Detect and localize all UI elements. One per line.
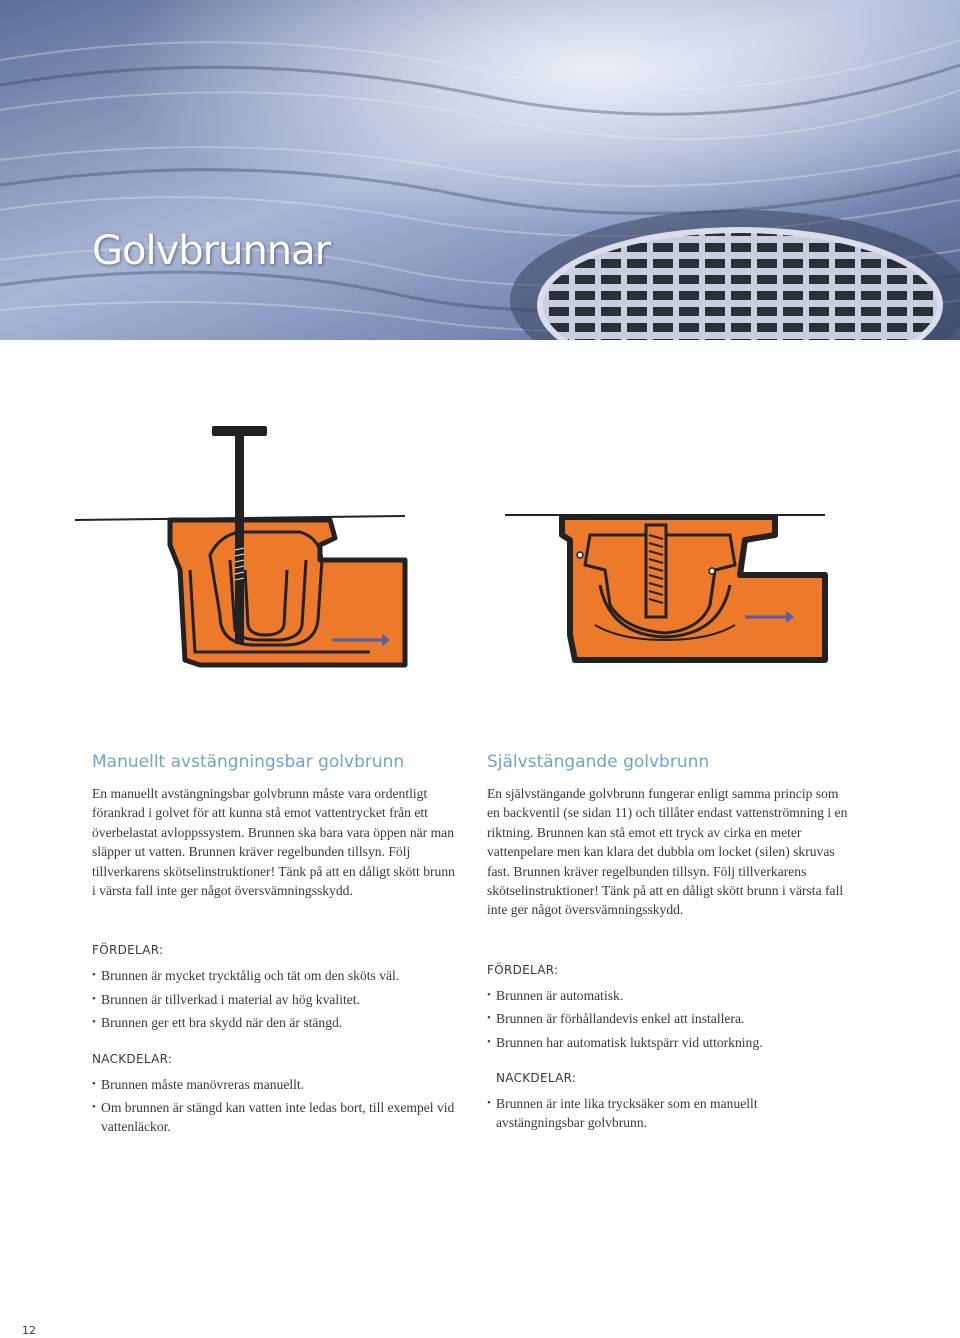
list-item: • Brunnen är förhållandevis enkel att installera.	[487, 1009, 857, 1028]
list-item: • Om brunnen är stängd kan vatten inte ledas bort, till exempel vid vattenläckor.	[92, 1098, 462, 1137]
self-closing-drain-section	[487, 752, 857, 1133]
self-closing-pros-list	[487, 986, 857, 1052]
self-closing-drain-heading: Självstängande golvbrunn	[487, 752, 710, 772]
list-item: • Brunnen är mycket trycktålig och tät om den sköts väl.	[92, 966, 462, 985]
hero-photo	[0, 0, 960, 340]
list-item: • Brunnen är inte lika trycksäker som en manuellt avstängningsbar golvbrunn.	[487, 1094, 832, 1133]
self-closing-drain-diagram	[500, 505, 835, 675]
list-item: • Brunnen är automatisk.	[487, 986, 857, 1005]
list-item: • Brunnen är tillverkad i material av hög kvalitet.	[92, 990, 462, 1009]
page-title: Golvbrunnar	[92, 228, 331, 274]
manual-cons-label: NACKDELAR:	[92, 1051, 173, 1066]
manual-cons-list	[92, 1075, 462, 1137]
manual-drain-diagram	[70, 420, 415, 680]
self-closing-pros-label: FÖRDELAR:	[487, 962, 559, 977]
manual-drain-heading: Manuellt avstängningsbar golvbrunn	[92, 752, 405, 772]
list-item: • Brunnen har automatisk luktspärr vid uttorkning.	[487, 1033, 857, 1052]
self-closing-cons-list	[487, 1094, 832, 1133]
manual-pros-list	[92, 966, 462, 1032]
list-item: • Brunnen måste manövreras manuellt.	[92, 1075, 462, 1094]
page-number: 12	[22, 1324, 36, 1337]
list-item: • Brunnen ger ett bra skydd när den är stängd.	[92, 1013, 462, 1032]
manual-drain-description: En manuellt avstängningsbar golvbrunn måste vara ordentligt förankrad i golvet för att kunna stå emot vattentrycket från ett överbelastat avloppssystem. Brunnen ska bara vara öppen när man släpper ut vatten. Brunnen kräver regelbunden tillsyn. Följ tillverkarens skötselinstruktioner! Tänk på att en dåligt skött brunn i värsta fall inte ger något översvämningsskydd.	[92, 786, 455, 899]
manual-pros-label: FÖRDELAR:	[92, 943, 164, 958]
self-closing-cons-label: NACKDELAR:	[496, 1071, 577, 1086]
wet-street-drain-image	[0, 0, 960, 340]
manual-drain-section	[92, 752, 462, 1137]
self-closing-drain-description: En självstängande golvbrunn fungerar enligt samma princip som en backventil (se sidan 11) och tillåter endast vattenströmning i en riktning. Brunnen kan stå emot ett tryck av cirka en meter vattenpelare men kan klara det dubbla om locket (silen) skruvas fast. Brunnen kräver regelbunden tillsyn. Följ tillverkarens skötselinstruktioner! Tänk på att en dåligt skött brunn i värsta fall inte ger något översvämningsskydd.	[487, 786, 848, 918]
